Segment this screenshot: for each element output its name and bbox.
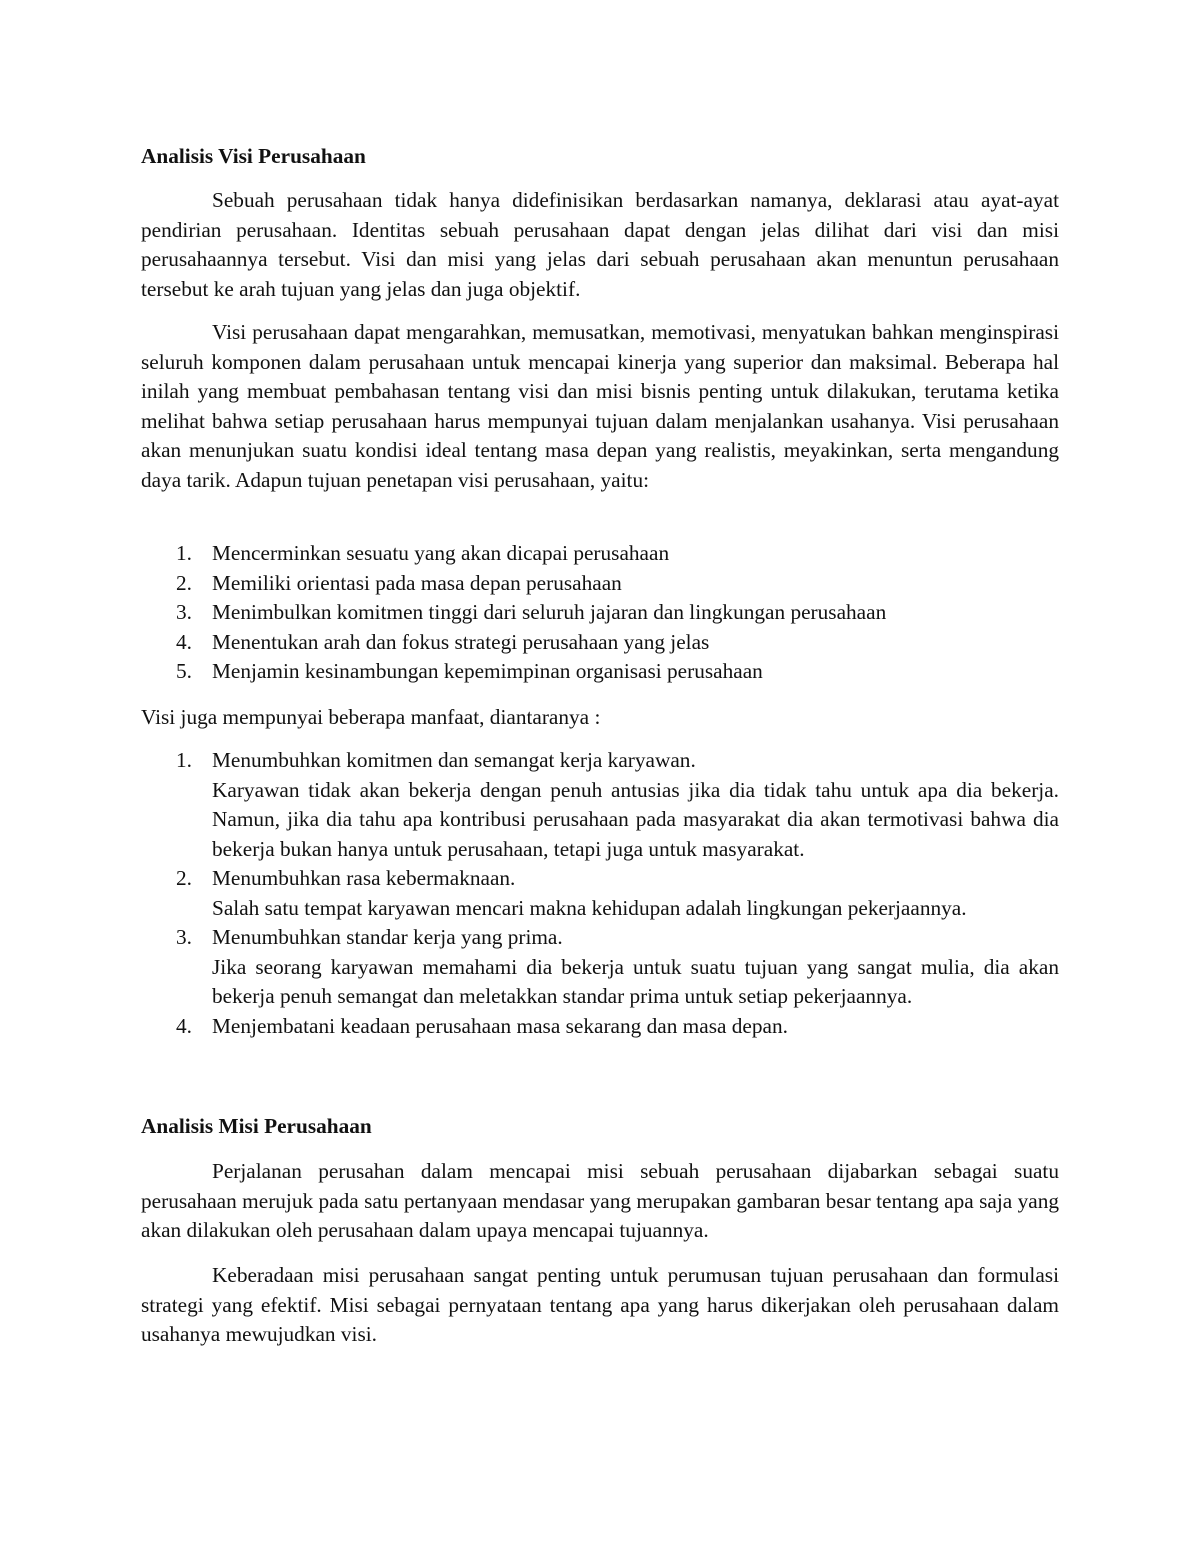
list-number: 4. xyxy=(176,1013,192,1038)
list-number: 3. xyxy=(176,925,192,949)
list-number: 3. xyxy=(176,600,192,624)
list-number: 2. xyxy=(176,866,192,890)
list-item xyxy=(141,1012,1059,1042)
misi-heading: Analisis Misi Perusahaan xyxy=(141,1114,372,1138)
visi-heading: Analisis Visi Perusahaan xyxy=(141,144,366,168)
visi-benefits-list xyxy=(141,746,1059,1041)
benefit-detail: Salah satu tempat karyawan mencari makna kehidupan adalah lingkungan pekerjaannya. xyxy=(212,895,967,920)
list-item xyxy=(141,539,1059,569)
benefit-title: Menjembatani keadaan perusahaan masa sekarang dan masa depan. xyxy=(212,1013,788,1038)
visi-paragraph-2: Visi perusahaan dapat mengarahkan, memusatkan, memotivasi, menyatukan bahkan menginspirasi seluruh komponen dalam perusahaan untuk mencapai kinerja yang superior dan maksimal. Beberapa hal inilah yang membuat pembahasan tentang visi dan misi bisnis penting untuk dilakukan, terutama ketika melihat bahwa setiap perusahaan harus mempunyai tujuan dalam menjalankan usahanya. Visi perusahaan akan menunjukan suatu kondisi ideal tentang masa depan yang realistis, meyakinkan, serta mengandung daya tarik. Adapun tujuan penetapan visi perusahaan, yaitu: xyxy=(141,320,1059,492)
list-text: Menentukan arah dan fokus strategi perusahaan yang jelas xyxy=(212,629,710,654)
list-text: Mencerminkan sesuatu yang akan dicapai perusahaan xyxy=(212,541,670,565)
list-item xyxy=(141,864,1059,923)
list-number: 1. xyxy=(176,541,192,565)
list-text: Menimbulkan komitmen tinggi dari seluruh jajaran dan lingkungan perusahaan xyxy=(212,600,887,624)
benefit-detail: Jika seorang karyawan memahami dia bekerja untuk suatu tujuan yang sangat mulia, dia akan bekerja penuh semangat dan meletakkan standar prima untuk setiap pekerjaannya. xyxy=(212,954,1059,1008)
benefit-title: Menumbuhkan rasa kebermaknaan. xyxy=(212,866,516,890)
benefit-detail: Karyawan tidak akan bekerja dengan penuh antusias jika dia tidak tahu untuk apa dia bekerja. Namun, jika dia tahu apa kontribusi perusahaan pada masyarakat dia akan termotivasi bahwa dia bekerja bukan hanya untuk perusahaan, tetapi juga untuk masyarakat. xyxy=(212,777,1059,861)
list-item xyxy=(141,598,1059,628)
list-number: 4. xyxy=(176,629,192,654)
list-text: Menjamin kesinambungan kepemimpinan organisasi perusahaan xyxy=(212,659,763,683)
list-item xyxy=(141,923,1059,1012)
benefit-title: Menumbuhkan standar kerja yang prima. xyxy=(212,925,563,949)
benefits-intro: Visi juga mempunyai beberapa manfaat, diantaranya : xyxy=(141,705,601,729)
list-number: 2. xyxy=(176,570,192,595)
list-number: 1. xyxy=(176,748,192,772)
visi-goals-list xyxy=(141,539,1059,687)
list-item xyxy=(141,628,1059,658)
list-text: Memiliki orientasi pada masa depan perusahaan xyxy=(212,570,622,595)
list-item xyxy=(141,569,1059,599)
misi-paragraph-1: Perjalanan perusahan dalam mencapai misi sebuah perusahaan dijabarkan sebagai suatu perusahaan merujuk pada satu pertanyaan mendasar yang merupakan gambaran besar tentang apa saja yang akan dilakukan oleh perusahaan dalam upaya mencapai tujuannya. xyxy=(141,1159,1059,1242)
benefit-title: Menumbuhkan komitmen dan semangat kerja karyawan. xyxy=(212,748,696,772)
misi-paragraph-2: Keberadaan misi perusahaan sangat penting untuk perumusan tujuan perusahaan dan formulasi strategi yang efektif. Misi sebagai pernyataan tentang apa yang harus dikerjakan oleh perusahaan dalam usahanya mewujudkan visi. xyxy=(141,1263,1059,1346)
visi-paragraph-1: Sebuah perusahaan tidak hanya didefinisikan berdasarkan namanya, deklarasi atau ayat-ayat pendirian perusahaan. Identitas sebuah perusahaan dapat dengan jelas dilihat dari visi dan misi perusahaannya tersebut. Visi dan misi yang jelas dari sebuah perusahaan akan menuntun perusahaan tersebut ke arah tujuan yang jelas dan juga objektif. xyxy=(141,188,1059,301)
list-item xyxy=(141,746,1059,864)
list-number: 5. xyxy=(176,659,192,683)
list-item xyxy=(141,657,1059,687)
